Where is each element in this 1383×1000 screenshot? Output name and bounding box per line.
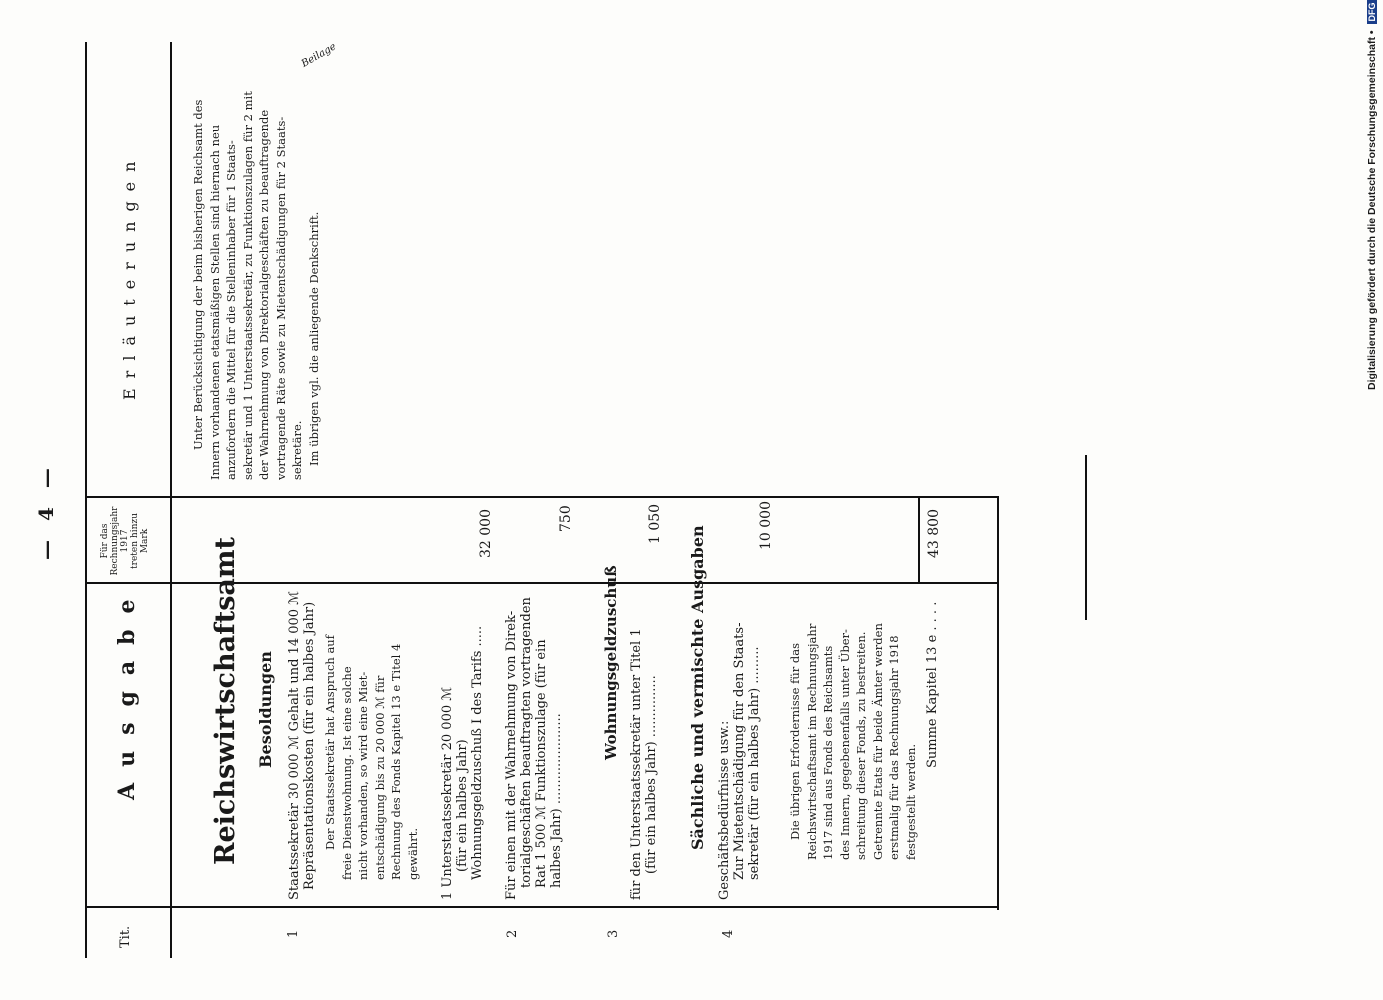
text-line: vortragende Räte sowie zu Mietentschädigungen für 2 Staats- (273, 116, 288, 480)
header-ausgabe: Ausgabe (114, 583, 140, 800)
text-line: entschädigung bis zu 20 000 ℳ für (372, 675, 387, 880)
entry-1-text (287, 591, 317, 900)
subtitle-wohnung: Wohnungsgeldzuschuß (602, 565, 620, 760)
text-line: erstmalig für das Rechnungsjahr 1918 (887, 635, 901, 860)
text-line: Staatssekretär 30 000 ℳ Gehalt und 14 000 ℳ (287, 590, 302, 900)
digitization-note (1366, 2, 1378, 390)
text-line: Unter Berücksichtigung der beim bisherigen Reichsamt des (191, 99, 205, 450)
text-line: gewährt. (405, 827, 420, 880)
text-line: Zur Mietentschädigung für den Staats- (732, 622, 747, 880)
table-bottom-rule (997, 498, 999, 910)
header-mark-line: treten hinzu (130, 513, 140, 569)
amount: 750 (558, 505, 574, 532)
header-mark (100, 502, 150, 580)
amount: 32 000 (478, 509, 494, 558)
text-line: freie Dienstwohnung. Ist eine solche (339, 666, 354, 880)
text-line: Die übrigen Erfordernisse für das (788, 642, 802, 840)
text-line: Wohnungsgeldzuschuß I des Tarifs ..... (470, 625, 485, 880)
text-line: Reichswirtschaftsamt im Rechnungsjahr (804, 623, 819, 860)
header-mark-line: Rechnungsjahr (110, 506, 120, 576)
text-line: anzufordern die Mittel für die Stelleninhaber für 1 Staats- (224, 140, 238, 480)
header-erlaeuterungen: Erläuterungen (120, 151, 139, 400)
tit-number: 1 (286, 929, 301, 938)
text-line: sekretär (für ein halbes Jahr) ......... (747, 646, 762, 880)
header-mark-line: Mark (140, 528, 150, 554)
table-top-rule (85, 42, 87, 958)
entry-1-text-b (440, 626, 485, 900)
text-line: Im übrigen vgl. die anliegende Denkschrift. (306, 211, 321, 466)
mark-column-rule-right (85, 497, 999, 499)
text-line: 1 Unterstaatssekretär 20 000 ℳ (440, 686, 455, 900)
text-line: (für ein halbes Jahr) (455, 739, 470, 872)
text-line: für den Unterstaatssekretär unter Titel 1 (629, 628, 644, 900)
text-line: festgestellt werden. (903, 743, 918, 860)
header-bottom-rule (170, 42, 172, 958)
entry-3-text (629, 628, 659, 900)
subtitle-saechlich: Sächliche und vermischte Ausgaben (688, 525, 707, 850)
text-line: Geschäftsbedürfnisse usw.: (717, 720, 732, 900)
tit-number: 3 (606, 929, 621, 938)
page-number: — 4 — (34, 462, 58, 560)
text-line: halbes Jahr) ...................... (549, 713, 564, 888)
text-line: sekretäre. (290, 420, 304, 480)
tit-number: 4 (721, 929, 736, 938)
section-title: Reichswirtschaftsamt (210, 537, 241, 865)
text-line: Der Staatssekretär hat Anspruch auf (323, 635, 337, 850)
text-line: Innern vorhandenen etatsmäßigen Stellen sind hiernach neu (207, 124, 222, 480)
text-line: der Wahrnehmung von Direktorialgeschäften zu beauftragende (257, 109, 271, 480)
text-line: sekretär und 1 Unterstaatssekretär, zu Funktionszulagen für 2 mit (240, 91, 255, 480)
text-line: schreitung dieser Fonds, zu bestreiten. (854, 631, 868, 860)
sum-amount: 43 800 (926, 509, 942, 558)
header-tit: Tit. (118, 925, 133, 948)
tit-number: 2 (505, 929, 520, 938)
amount: 10 000 (758, 501, 774, 550)
digitization-text: Digitalisierung gefördert durch die Deutsche Forschungsgemeinschaft • (1366, 30, 1378, 390)
sum-rule (918, 498, 920, 582)
separator-rule (1085, 455, 1087, 620)
entry-4-text (717, 623, 762, 900)
entry-2-text (504, 597, 564, 900)
text-line: Rat 1 500 ℳ Funktionszulage (für ein (534, 639, 549, 888)
header-mark-line: Für das (100, 523, 110, 559)
text-line: Repräsentationskosten (für ein halbes Jahr) (302, 601, 317, 890)
erlaeuterungen-text (190, 91, 322, 480)
beilage-note: Beilage (299, 41, 339, 70)
amount: 1 050 (647, 503, 663, 544)
text-line: 1917 sind aus Fonds des Reichsamts (821, 645, 835, 860)
dfg-logo: DFG (1367, 0, 1377, 25)
sum-label: Summe Kapitel 13 e . . . . (925, 601, 940, 768)
subtitle-besoldungen: Besoldungen (256, 651, 275, 768)
text-line: Rechnung des Fonds Kapitel 13 e Titel 4 (389, 643, 403, 880)
text-line: des Innern, gegebenenfalls unter Über- (837, 629, 852, 860)
text-line: Getrennte Etats für beide Ämter werden (870, 623, 885, 860)
tit-column-rule (85, 907, 999, 909)
header-mark-line: 1917 (120, 529, 130, 553)
text-line: Für einen mit der Wahrnehmung von Direk- (504, 610, 519, 900)
text-line: (für ein halbes Jahr) ............... (644, 675, 659, 874)
text-line: torialgeschäften beauftragten vortragenden (519, 597, 534, 888)
entry-1-note (322, 635, 421, 880)
text-line: nicht vorhanden, so wird eine Miet- (356, 671, 370, 880)
entry-4-note (787, 623, 919, 860)
